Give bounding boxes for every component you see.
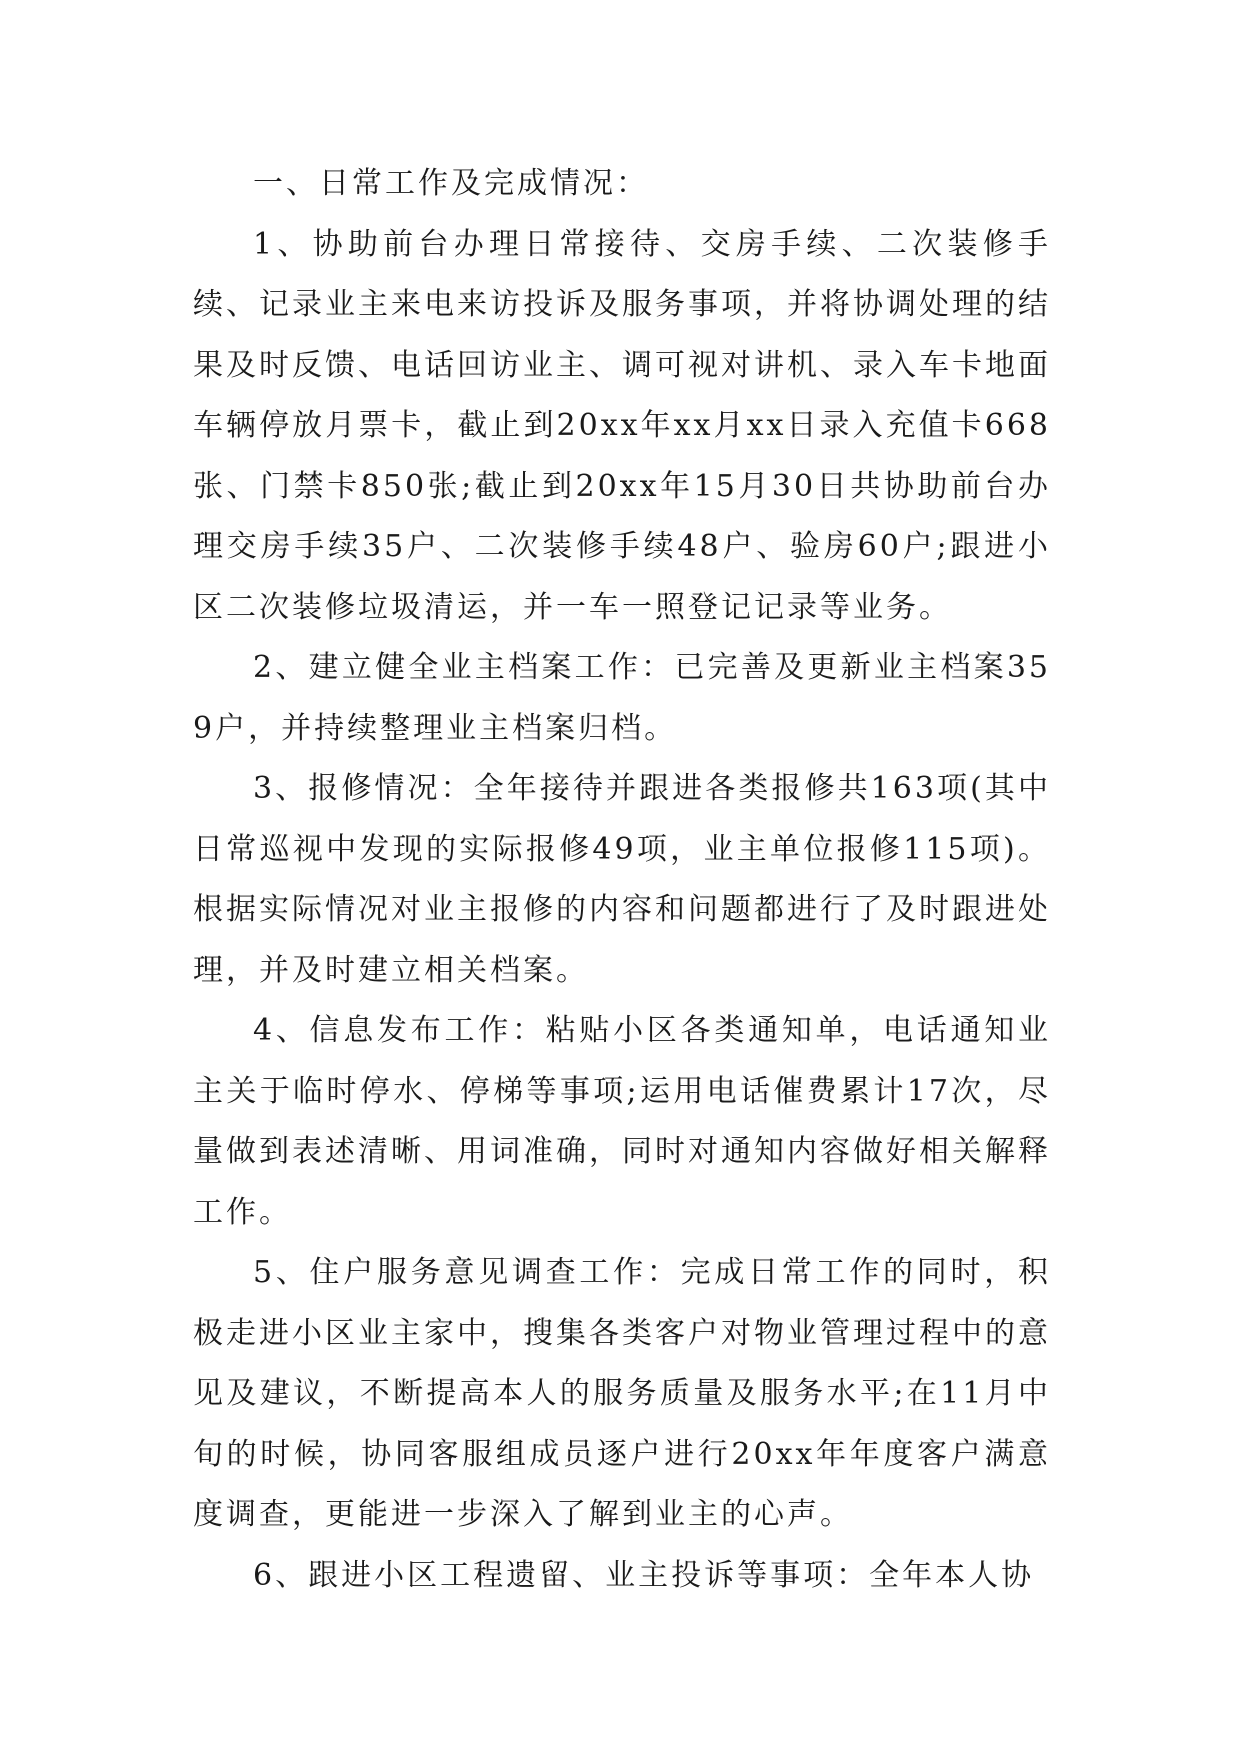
paragraph-6: 6、跟进小区工程遗留、业主投诉等事项：全年本人协 [253, 1557, 1035, 1593]
paragraph-2: 2、建立健全业主档案工作：已完善及更新业主档案359户，并持续整理业主档案归档。 [193, 650, 1051, 746]
paragraph-3: 3、报修情况：全年接待并跟进各类报修共163项(其中日常巡视中发现的实际报修49项，业主单位报修115项)。根据实际情况对业主报修的内容和问题都进行了及时跟进处理，并及时建立相关档案。 [193, 771, 1051, 988]
paragraph-5: 5、住户服务意见调查工作：完成日常工作的同时，积极走进小区业主家中，搜集各类客户对物业管理过程中的意见及建议，不断提高本人的服务质量及服务水平;在11月中旬的时候，协同客服组成员逐户进行20xx年年度客户满意度调查，更能进一步深入了解到业主的心声。 [193, 1255, 1051, 1532]
paragraph-1: 1、协助前台办理日常接待、交房手续、二次装修手续、记录业主来电来访投诉及服务事项，并将协调处理的结果及时反馈、电话回访业主、调可视对讲机、录入车卡地面车辆停放月票卡，截止到20xx年xx月xx日录入充值卡668张、门禁卡850张;截止到20xx年15月30日共协助前台办理交房手续35户、二次装修手续48户、验房60户;跟进小区二次装修垃圾清运，并一车一照登记记录等业务。 [193, 226, 1051, 625]
document-page [193, 154, 1051, 1606]
section-heading: 一、日常工作及完成情况： [253, 166, 649, 201]
paragraph-4: 4、信息发布工作：粘贴小区各类通知单，电话通知业主关于临时停水、停梯等事项;运用电话催费累计17次，尽量做到表述清晰、用词准确，同时对通知内容做好相关解释工作。 [193, 1013, 1051, 1230]
